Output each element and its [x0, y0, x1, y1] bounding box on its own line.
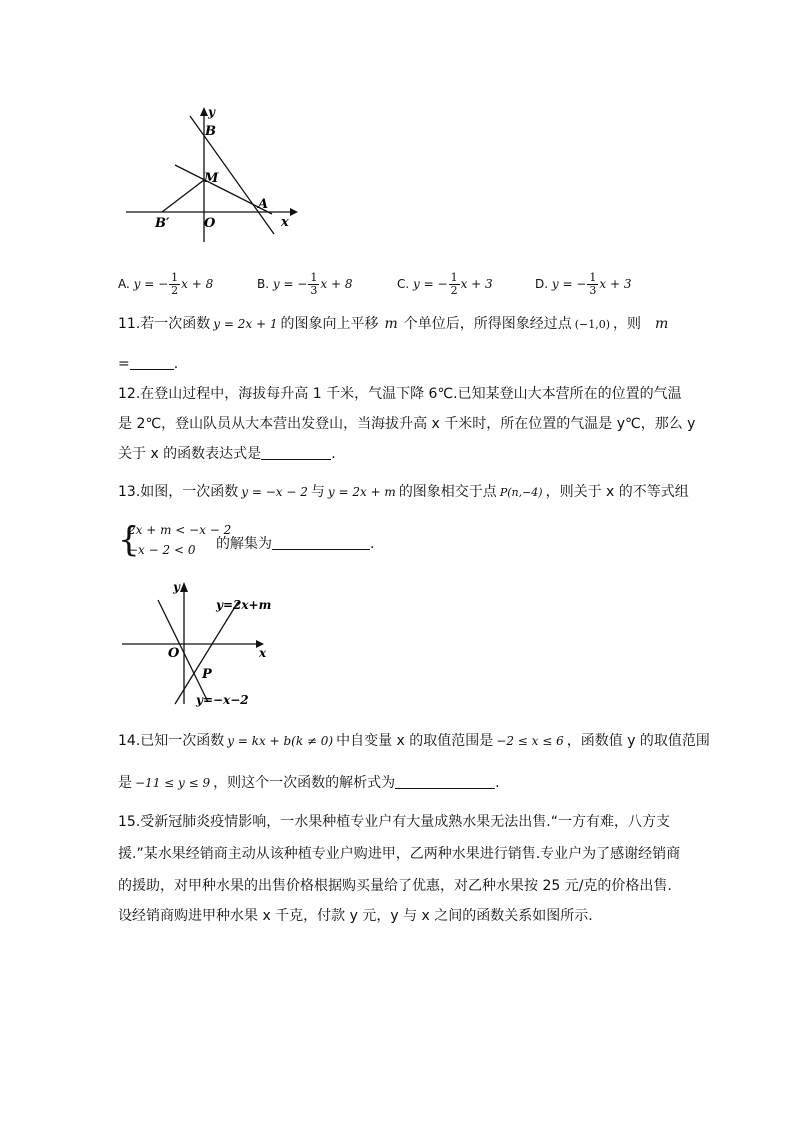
q13-line-1: 13.如图，一次函数 y = −x − 2 与 y = 2x + m 的图象相交于点 P(n,−4) ，则关于 x 的不等式组 [118, 484, 689, 500]
label-a: A [258, 197, 269, 212]
label-x: x [259, 646, 267, 660]
line-y-neg-x-minus-2 [158, 600, 208, 702]
q13-answer-line: 的解集为 . [216, 536, 375, 552]
fraction: $\frac{1}{2}$ [450, 271, 458, 297]
q15-line-1: 15.受新冠肺炎疫情影响，一水果种植专业户有大量成熟水果无法出售.“一方有难，八方支 [118, 814, 670, 830]
figure-2-graph [118, 578, 278, 710]
label-o: O [168, 646, 180, 661]
y-axis-arrow [180, 582, 188, 592]
label-p: P [202, 667, 212, 682]
label-line-1: y=2x+m [216, 598, 272, 612]
q14-line-1: 14.已知一次函数 y = kx + b(k ≠ 0) 中自变量 x 的取值范围是 −2 ≤ x ≤ 6 ，函数值 y 的取值范围 [118, 733, 710, 749]
answer-blank[interactable] [130, 354, 174, 370]
answer-blank[interactable] [395, 773, 495, 789]
q10-option-b[interactable]: B. y = − $\frac{1}{3}$ x + 8 [257, 271, 353, 297]
label-o: O [204, 216, 216, 231]
label-b: B [205, 124, 216, 139]
label-line-2: y=−x−2 [196, 693, 249, 707]
line-ba [190, 116, 274, 234]
x-axis-arrow [290, 208, 298, 216]
y-axis-arrow [200, 107, 208, 116]
label-b-prime: B′ [155, 216, 170, 231]
fraction: $\frac{1}{3}$ [589, 271, 597, 297]
q15-line-3: 的援助，对甲种水果的出售价格根据购买量给了优惠，对乙种水果按 25 元/克的价格出售. [118, 878, 672, 894]
q13-inequality-system: { 2x + m < −x − 2 −x − 2 < 0 [118, 520, 232, 560]
q12-line-1: 12.在登山过程中，海拔每升高 1 千米，气温下降 6℃.已知某登山大本营所在的位置的气温 [118, 386, 682, 402]
figure-1-graph [118, 104, 308, 244]
q10-option-a[interactable]: A. y = − $\frac{1}{2}$ x + 8 [118, 271, 214, 297]
q15-line-4: 设经销商购进甲种水果 x 千克，付款 y 元，y 与 x 之间的函数关系如图所示. [118, 908, 593, 924]
q12-line-3: 关于 x 的函数表达式是 . [118, 446, 336, 462]
label-y: y [173, 580, 180, 594]
q15-line-2: 援.”某水果经销商主动从该种植专业户购进甲，乙两种水果进行销售.专业户为了感谢经销商 [118, 846, 681, 862]
label-y: y [208, 105, 215, 119]
label-x: x [281, 215, 289, 230]
q11-line-1: 11.若一次函数 y = 2x + 1 的图象向上平移 m 个单位后，所得图象经过点 (−1,0) ，则 m [118, 316, 669, 332]
fraction: $\frac{1}{2}$ [171, 271, 179, 297]
q10-option-d[interactable]: D. y = − $\frac{1}{3}$ x + 3 [535, 271, 632, 297]
answer-blank[interactable] [272, 534, 370, 550]
q10-option-c[interactable]: C. y = − $\frac{1}{2}$ x + 3 [397, 271, 493, 297]
label-m: M [204, 171, 219, 186]
q12-line-2: 是 2℃，登山队员从大本营出发登山，当海拔升高 x 千米时，所在位置的气温是 y℃，那么 y [118, 416, 696, 432]
fraction: $\frac{1}{3}$ [310, 271, 318, 297]
q14-line-2: 是 −11 ≤ y ≤ 9 ，则这个一次函数的解析式为 . [118, 775, 500, 791]
left-brace: { [118, 520, 140, 560]
line-bm [162, 180, 204, 212]
answer-blank[interactable] [261, 444, 331, 460]
q11-line-2: = . [118, 356, 179, 372]
